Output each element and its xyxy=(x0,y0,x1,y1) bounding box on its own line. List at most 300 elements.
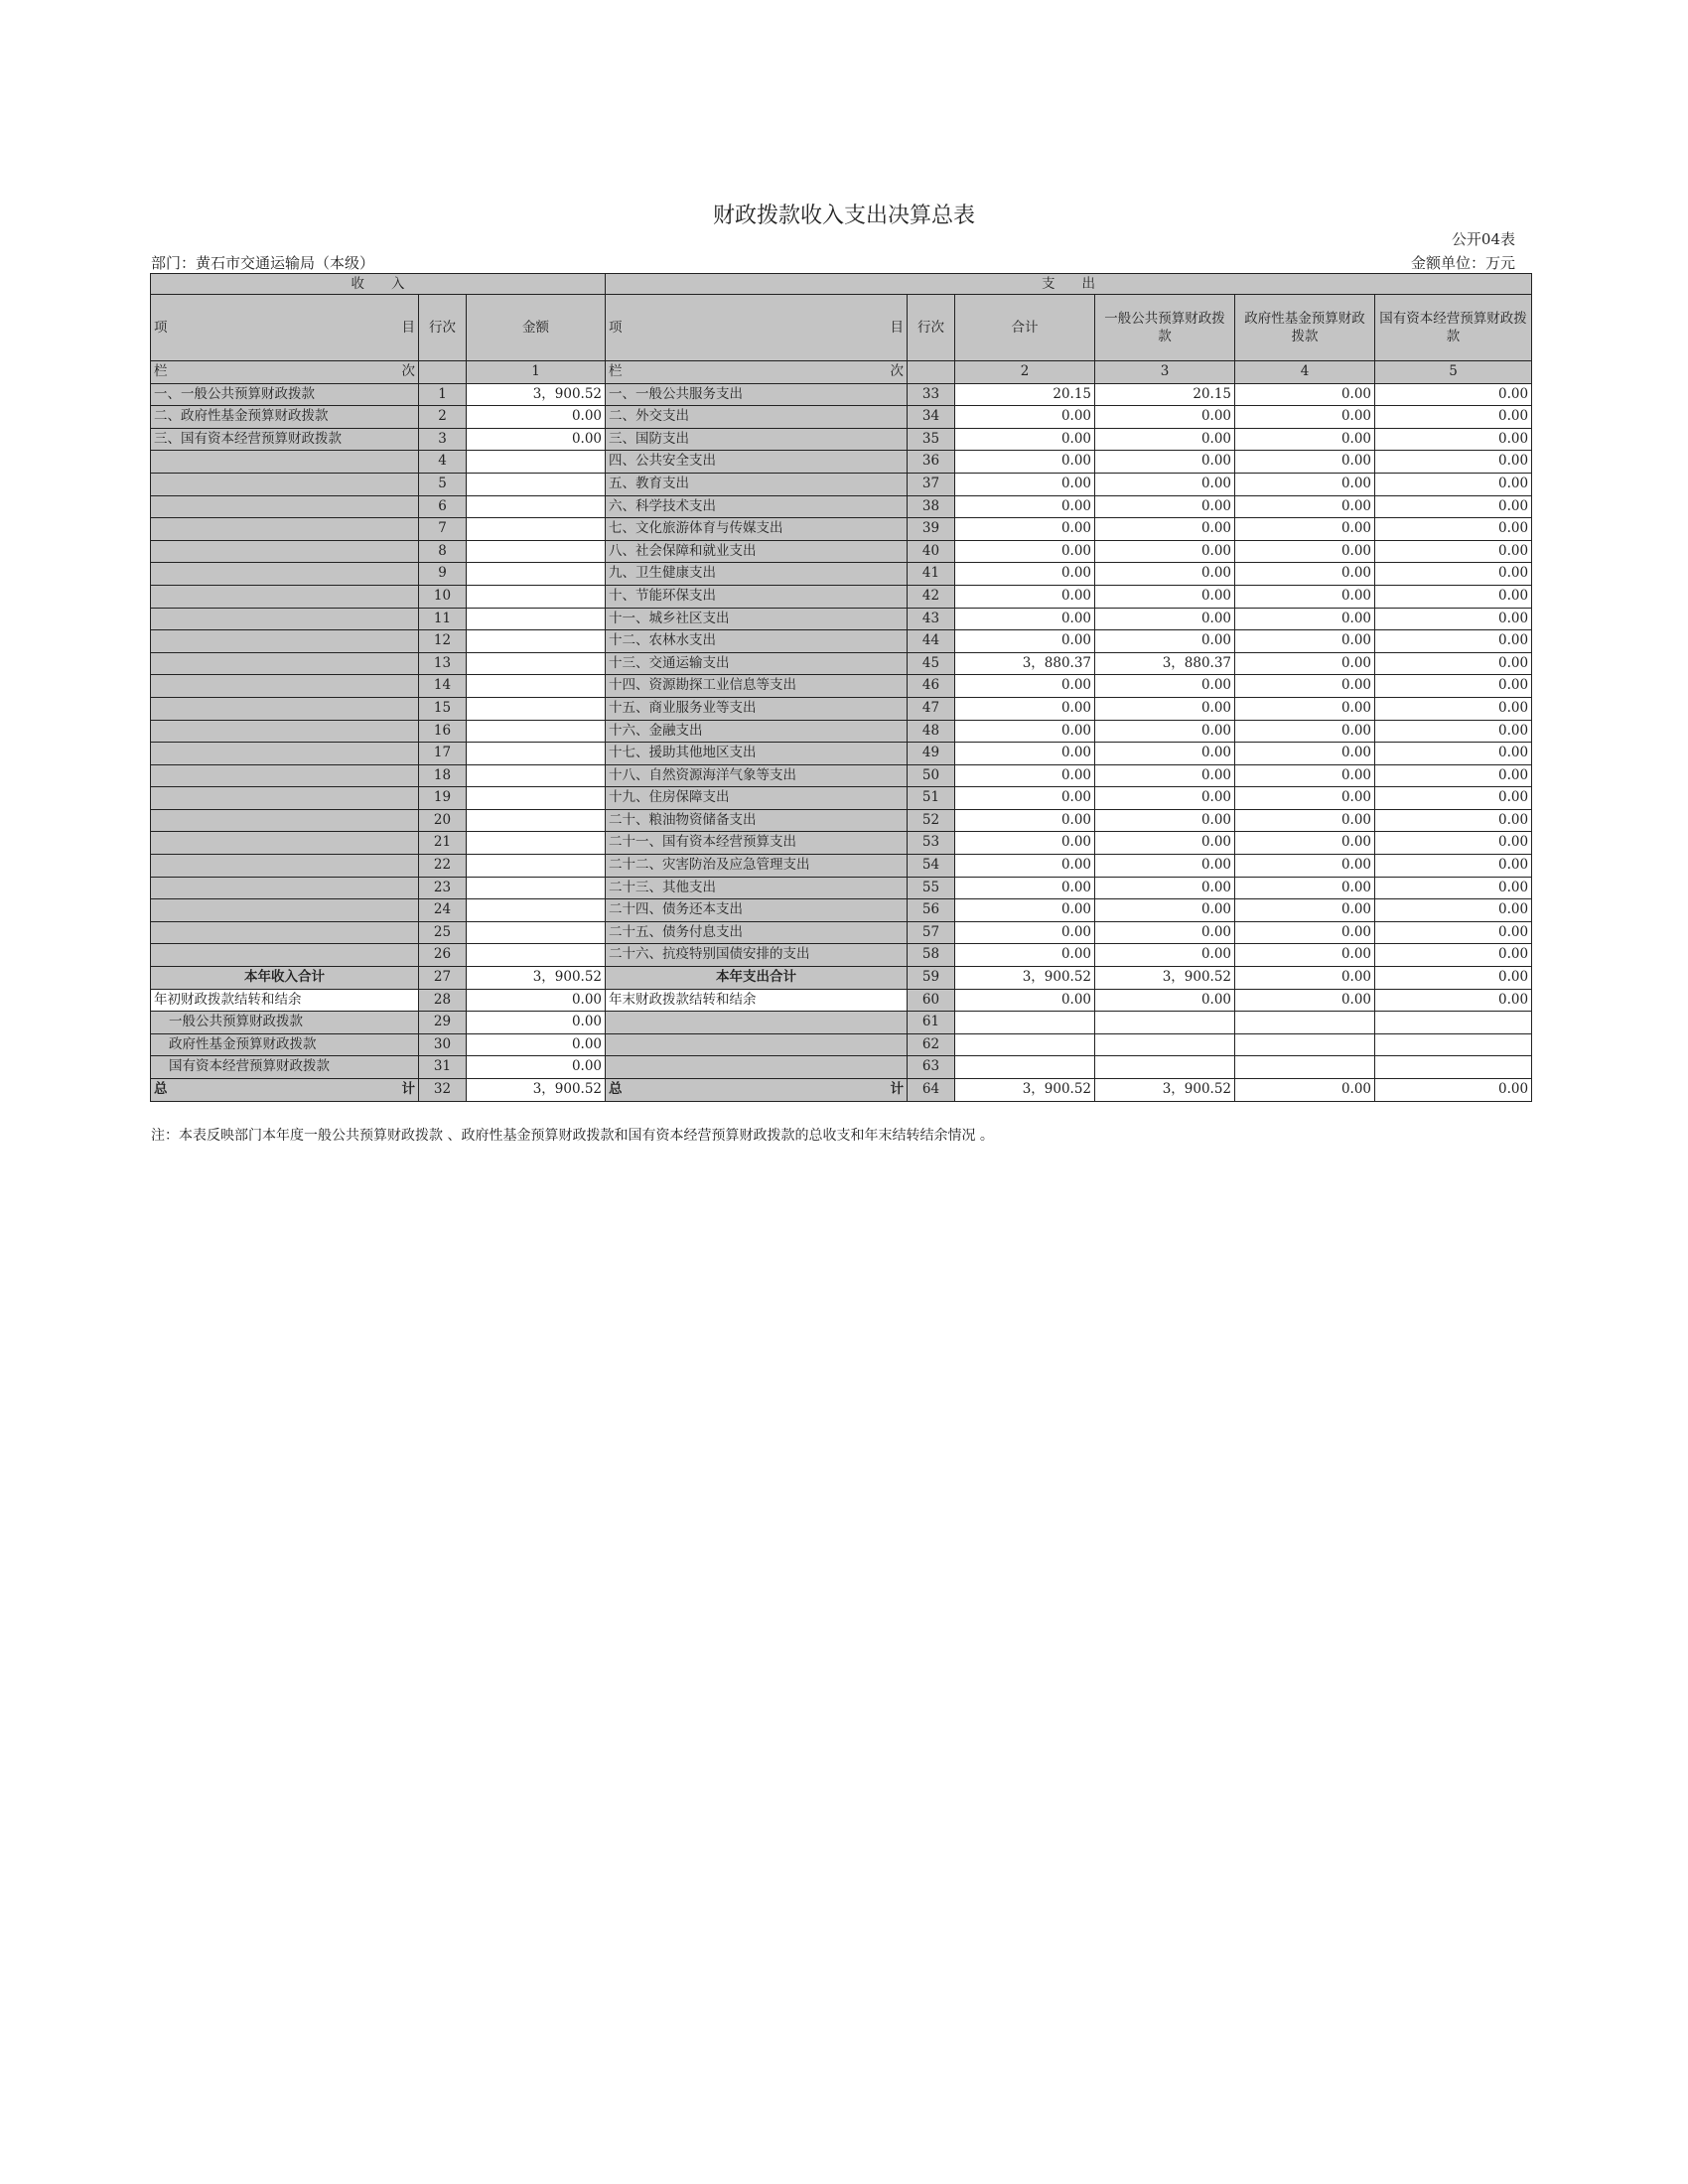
table-row xyxy=(151,473,1532,495)
expense-item-cell: 四、公共安全支出 xyxy=(606,451,908,474)
group-header-row xyxy=(151,274,1532,295)
expense-item-cell: 一、一般公共服务支出 xyxy=(606,383,908,406)
table-row xyxy=(151,518,1532,541)
income-row-number: 24 xyxy=(419,899,467,922)
gov-fund-cell: 0.00 xyxy=(1235,428,1375,451)
general-budget-cell: 0.00 xyxy=(1095,563,1235,586)
income-row-number: 27 xyxy=(419,967,467,990)
total-cell: 0.00 xyxy=(955,832,1095,855)
income-row-number: 28 xyxy=(419,989,467,1012)
income-amount-cell xyxy=(467,608,606,630)
total-cell: 0.00 xyxy=(955,787,1095,810)
income-item-cell xyxy=(151,877,419,899)
total-cell: 0.00 xyxy=(955,540,1095,563)
expense-item-cell: 十五、商业服务业等支出 xyxy=(606,697,908,720)
gov-fund-cell xyxy=(1235,1056,1375,1079)
gov-fund-cell: 0.00 xyxy=(1235,383,1375,406)
income-amount-cell: 3，900.52 xyxy=(467,383,606,406)
table-row xyxy=(151,585,1532,608)
expense-row-number: 57 xyxy=(908,921,955,944)
income-row-number: 32 xyxy=(419,1079,467,1102)
total-cell: 0.00 xyxy=(955,451,1095,474)
table-row xyxy=(151,675,1532,698)
state-capital-cell: 0.00 xyxy=(1375,743,1532,765)
general-budget-cell: 0.00 xyxy=(1095,944,1235,967)
total-cell: 0.00 xyxy=(955,518,1095,541)
gov-fund-cell: 0.00 xyxy=(1235,720,1375,743)
income-item-cell xyxy=(151,540,419,563)
gov-fund-cell: 0.00 xyxy=(1235,967,1375,990)
income-row-number: 20 xyxy=(419,809,467,832)
total-cell: 3，900.52 xyxy=(955,1079,1095,1102)
table-row xyxy=(151,563,1532,586)
expense-group-header: 支 出 xyxy=(606,274,1532,295)
expense-item-cell xyxy=(606,1056,908,1079)
state-capital-cell: 0.00 xyxy=(1375,495,1532,518)
expense-item-cell xyxy=(606,1033,908,1056)
expense-item-cell: 总 计 xyxy=(606,1079,908,1102)
general-budget-cell: 0.00 xyxy=(1095,743,1235,765)
table-row xyxy=(151,428,1532,451)
expense-row-number: 37 xyxy=(908,473,955,495)
income-amount-cell xyxy=(467,495,606,518)
expense-row-number: 44 xyxy=(908,630,955,653)
income-amount-cell xyxy=(467,563,606,586)
gov-fund-cell: 0.00 xyxy=(1235,921,1375,944)
general-budget-cell: 0.00 xyxy=(1095,697,1235,720)
total-cell: 0.00 xyxy=(955,563,1095,586)
income-amount-cell xyxy=(467,743,606,765)
income-item-cell xyxy=(151,608,419,630)
expense-row-number: 59 xyxy=(908,967,955,990)
table-row xyxy=(151,809,1532,832)
income-row-number: 26 xyxy=(419,944,467,967)
total-cell: 0.00 xyxy=(955,473,1095,495)
expense-item-cell: 五、教育支出 xyxy=(606,473,908,495)
income-amount-cell: 3，900.52 xyxy=(467,967,606,990)
income-row-number: 31 xyxy=(419,1056,467,1079)
general-budget-cell: 3，880.37 xyxy=(1095,652,1235,675)
expense-row-number: 43 xyxy=(908,608,955,630)
expense-row-number: 63 xyxy=(908,1056,955,1079)
income-row-number: 11 xyxy=(419,608,467,630)
income-item-cell xyxy=(151,518,419,541)
state-capital-cell: 0.00 xyxy=(1375,428,1532,451)
table-row xyxy=(151,764,1532,787)
gov-fund-header: 政府性基金预算财政拨款 xyxy=(1235,295,1375,361)
gov-fund-cell: 0.00 xyxy=(1235,608,1375,630)
expense-item-cell: 十二、农林水支出 xyxy=(606,630,908,653)
expense-index-blank xyxy=(908,361,955,384)
gov-fund-cell: 0.00 xyxy=(1235,652,1375,675)
gov-fund-cell: 0.00 xyxy=(1235,855,1375,878)
table-row xyxy=(151,832,1532,855)
col-index-5: 5 xyxy=(1375,361,1532,384)
income-row-number: 14 xyxy=(419,675,467,698)
income-index-label: 栏 次 xyxy=(151,361,419,384)
income-item-cell xyxy=(151,787,419,810)
gov-fund-cell: 0.00 xyxy=(1235,809,1375,832)
income-amount-cell: 0.00 xyxy=(467,1033,606,1056)
general-budget-cell: 0.00 xyxy=(1095,495,1235,518)
table-row xyxy=(151,989,1532,1012)
state-capital-cell: 0.00 xyxy=(1375,855,1532,878)
state-capital-cell: 0.00 xyxy=(1375,652,1532,675)
income-item-cell xyxy=(151,652,419,675)
income-amount-cell xyxy=(467,630,606,653)
income-amount-cell xyxy=(467,697,606,720)
table-row xyxy=(151,877,1532,899)
state-capital-cell: 0.00 xyxy=(1375,967,1532,990)
income-item-header: 项 目 xyxy=(151,295,419,361)
total-header: 合计 xyxy=(955,295,1095,361)
general-budget-cell: 0.00 xyxy=(1095,832,1235,855)
gov-fund-cell: 0.00 xyxy=(1235,832,1375,855)
income-amount-cell xyxy=(467,675,606,698)
unit-label: 金额单位：万元 xyxy=(1410,254,1515,272)
income-row-number: 29 xyxy=(419,1012,467,1034)
table-row xyxy=(151,1033,1532,1056)
income-amount-cell xyxy=(467,832,606,855)
income-row-number: 1 xyxy=(419,383,467,406)
income-row-number: 8 xyxy=(419,540,467,563)
total-cell: 3，900.52 xyxy=(955,967,1095,990)
expense-item-cell: 二十二、灾害防治及应急管理支出 xyxy=(606,855,908,878)
state-capital-cell: 0.00 xyxy=(1375,585,1532,608)
table-row xyxy=(151,787,1532,810)
gov-fund-cell: 0.00 xyxy=(1235,764,1375,787)
table-row xyxy=(151,944,1532,967)
income-row-number: 5 xyxy=(419,473,467,495)
income-row-number: 18 xyxy=(419,764,467,787)
state-capital-cell: 0.00 xyxy=(1375,630,1532,653)
table-row xyxy=(151,1079,1532,1102)
income-amount-cell xyxy=(467,652,606,675)
expense-row-number: 36 xyxy=(908,451,955,474)
income-item-cell xyxy=(151,921,419,944)
total-cell: 0.00 xyxy=(955,899,1095,922)
income-item-cell: 年初财政拨款结转和结余 xyxy=(151,989,419,1012)
total-cell: 0.00 xyxy=(955,809,1095,832)
general-budget-cell xyxy=(1095,1033,1235,1056)
table-row xyxy=(151,540,1532,563)
expense-item-cell: 三、国防支出 xyxy=(606,428,908,451)
income-amount-cell xyxy=(467,451,606,474)
expense-item-cell: 六、科学技术支出 xyxy=(606,495,908,518)
gov-fund-cell: 0.00 xyxy=(1235,697,1375,720)
income-amount-cell xyxy=(467,764,606,787)
general-budget-cell: 0.00 xyxy=(1095,921,1235,944)
income-row-number: 25 xyxy=(419,921,467,944)
general-budget-cell: 0.00 xyxy=(1095,989,1235,1012)
gov-fund-cell: 0.00 xyxy=(1235,406,1375,429)
gov-fund-cell: 0.00 xyxy=(1235,989,1375,1012)
general-budget-cell: 0.00 xyxy=(1095,540,1235,563)
income-amount-cell xyxy=(467,720,606,743)
expense-item-cell: 十六、金融支出 xyxy=(606,720,908,743)
income-row-number: 19 xyxy=(419,787,467,810)
general-budget-cell xyxy=(1095,1012,1235,1034)
total-cell xyxy=(955,1033,1095,1056)
general-budget-cell: 0.00 xyxy=(1095,787,1235,810)
income-row-number: 23 xyxy=(419,877,467,899)
income-row-number: 30 xyxy=(419,1033,467,1056)
income-item-cell: 总 计 xyxy=(151,1079,419,1102)
income-row-number: 7 xyxy=(419,518,467,541)
general-budget-cell: 0.00 xyxy=(1095,764,1235,787)
total-cell: 0.00 xyxy=(955,697,1095,720)
gov-fund-cell: 0.00 xyxy=(1235,675,1375,698)
income-amount-cell xyxy=(467,899,606,922)
income-item-cell xyxy=(151,563,419,586)
total-cell: 0.00 xyxy=(955,585,1095,608)
expense-row-number: 41 xyxy=(908,563,955,586)
income-row-number: 10 xyxy=(419,585,467,608)
income-amount-cell xyxy=(467,585,606,608)
state-capital-cell xyxy=(1375,1033,1532,1056)
state-capital-cell: 0.00 xyxy=(1375,406,1532,429)
income-item-cell xyxy=(151,899,419,922)
total-cell: 20.15 xyxy=(955,383,1095,406)
income-index-blank xyxy=(419,361,467,384)
state-capital-cell: 0.00 xyxy=(1375,832,1532,855)
table-row xyxy=(151,406,1532,429)
expense-row-number: 58 xyxy=(908,944,955,967)
income-amount-cell xyxy=(467,921,606,944)
income-item-cell xyxy=(151,585,419,608)
income-amount-cell: 0.00 xyxy=(467,1056,606,1079)
income-item-cell xyxy=(151,675,419,698)
state-capital-cell: 0.00 xyxy=(1375,787,1532,810)
col-index-1: 1 xyxy=(467,361,606,384)
expense-row-number: 64 xyxy=(908,1079,955,1102)
department-label: 部门：黄石市交通运输局（本级） xyxy=(151,254,375,272)
gov-fund-cell: 0.00 xyxy=(1235,877,1375,899)
gov-fund-cell: 0.00 xyxy=(1235,787,1375,810)
table-row xyxy=(151,383,1532,406)
expense-item-cell: 二十、粮油物资储备支出 xyxy=(606,809,908,832)
table-row xyxy=(151,608,1532,630)
income-rowno-header: 行次 xyxy=(419,295,467,361)
income-item-cell xyxy=(151,809,419,832)
gov-fund-cell: 0.00 xyxy=(1235,495,1375,518)
total-cell: 0.00 xyxy=(955,877,1095,899)
column-header-row xyxy=(151,295,1532,361)
table-row xyxy=(151,855,1532,878)
income-row-number: 2 xyxy=(419,406,467,429)
gov-fund-cell: 0.00 xyxy=(1235,944,1375,967)
state-capital-cell: 0.00 xyxy=(1375,1079,1532,1102)
income-row-number: 21 xyxy=(419,832,467,855)
total-cell xyxy=(955,1056,1095,1079)
income-amount-cell: 0.00 xyxy=(467,1012,606,1034)
state-capital-cell: 0.00 xyxy=(1375,944,1532,967)
total-cell: 0.00 xyxy=(955,764,1095,787)
general-budget-cell: 20.15 xyxy=(1095,383,1235,406)
general-budget-cell: 0.00 xyxy=(1095,809,1235,832)
general-budget-cell: 0.00 xyxy=(1095,899,1235,922)
expense-row-number: 49 xyxy=(908,743,955,765)
total-cell: 0.00 xyxy=(955,428,1095,451)
income-amount-cell xyxy=(467,518,606,541)
income-item-cell: 国有资本经营预算财政拨款 xyxy=(151,1056,419,1079)
state-capital-cell: 0.00 xyxy=(1375,608,1532,630)
state-capital-cell: 0.00 xyxy=(1375,697,1532,720)
expense-row-number: 47 xyxy=(908,697,955,720)
income-amount-cell: 0.00 xyxy=(467,428,606,451)
income-amount-cell: 0.00 xyxy=(467,989,606,1012)
gov-fund-cell xyxy=(1235,1033,1375,1056)
income-amount-cell xyxy=(467,787,606,810)
total-cell: 0.00 xyxy=(955,743,1095,765)
table-row xyxy=(151,967,1532,990)
income-item-cell: 一、一般公共预算财政拨款 xyxy=(151,383,419,406)
expense-item-cell: 十七、援助其他地区支出 xyxy=(606,743,908,765)
expense-row-number: 55 xyxy=(908,877,955,899)
table-row xyxy=(151,921,1532,944)
expense-item-cell: 十、节能环保支出 xyxy=(606,585,908,608)
table-body xyxy=(151,383,1532,1101)
expense-row-number: 45 xyxy=(908,652,955,675)
income-row-number: 4 xyxy=(419,451,467,474)
expense-row-number: 51 xyxy=(908,787,955,810)
table-row xyxy=(151,743,1532,765)
general-budget-cell: 0.00 xyxy=(1095,406,1235,429)
total-cell: 0.00 xyxy=(955,720,1095,743)
income-item-cell: 政府性基金预算财政拨款 xyxy=(151,1033,419,1056)
expense-row-number: 48 xyxy=(908,720,955,743)
expense-item-cell: 二十三、其他支出 xyxy=(606,877,908,899)
expense-item-cell: 本年支出合计 xyxy=(606,967,908,990)
expense-item-cell: 二十一、国有资本经营预算支出 xyxy=(606,832,908,855)
gov-fund-cell: 0.00 xyxy=(1235,540,1375,563)
table-row xyxy=(151,652,1532,675)
total-cell: 3，880.37 xyxy=(955,652,1095,675)
expense-row-number: 40 xyxy=(908,540,955,563)
income-item-cell xyxy=(151,630,419,653)
state-capital-cell: 0.00 xyxy=(1375,540,1532,563)
general-budget-cell: 0.00 xyxy=(1095,608,1235,630)
general-budget-cell: 0.00 xyxy=(1095,473,1235,495)
total-cell: 0.00 xyxy=(955,406,1095,429)
state-capital-cell: 0.00 xyxy=(1375,675,1532,698)
expense-item-cell: 七、文化旅游体育与传媒支出 xyxy=(606,518,908,541)
column-index-row xyxy=(151,361,1532,384)
state-capital-cell: 0.00 xyxy=(1375,518,1532,541)
income-amount-cell xyxy=(467,809,606,832)
income-row-number: 9 xyxy=(419,563,467,586)
expense-row-number: 56 xyxy=(908,899,955,922)
gov-fund-cell: 0.00 xyxy=(1235,899,1375,922)
total-cell: 0.00 xyxy=(955,921,1095,944)
income-item-cell xyxy=(151,495,419,518)
gov-fund-cell: 0.00 xyxy=(1235,563,1375,586)
total-cell: 0.00 xyxy=(955,675,1095,698)
state-capital-cell: 0.00 xyxy=(1375,989,1532,1012)
expense-item-cell: 十四、资源勘探工业信息等支出 xyxy=(606,675,908,698)
gov-fund-cell: 0.00 xyxy=(1235,473,1375,495)
expense-item-cell: 二、外交支出 xyxy=(606,406,908,429)
total-cell: 0.00 xyxy=(955,608,1095,630)
expense-item-cell: 十九、住房保障支出 xyxy=(606,787,908,810)
table-row xyxy=(151,495,1532,518)
general-budget-cell: 3，900.52 xyxy=(1095,967,1235,990)
state-capital-cell: 0.00 xyxy=(1375,473,1532,495)
income-item-cell xyxy=(151,743,419,765)
state-capital-cell: 0.00 xyxy=(1375,720,1532,743)
income-item-cell: 一般公共预算财政拨款 xyxy=(151,1012,419,1034)
table-row xyxy=(151,720,1532,743)
expense-row-number: 61 xyxy=(908,1012,955,1034)
col-index-3: 3 xyxy=(1095,361,1235,384)
fiscal-table xyxy=(150,273,1532,1102)
income-row-number: 17 xyxy=(419,743,467,765)
expense-row-number: 33 xyxy=(908,383,955,406)
total-cell: 0.00 xyxy=(955,855,1095,878)
table-row xyxy=(151,1012,1532,1034)
expense-item-cell: 八、社会保障和就业支出 xyxy=(606,540,908,563)
total-cell: 0.00 xyxy=(955,944,1095,967)
income-row-number: 22 xyxy=(419,855,467,878)
income-item-cell xyxy=(151,720,419,743)
income-group-header: 收 入 xyxy=(151,274,606,295)
income-item-cell: 三、国有资本经营预算财政拨款 xyxy=(151,428,419,451)
expense-row-number: 39 xyxy=(908,518,955,541)
income-item-cell: 二、政府性基金预算财政拨款 xyxy=(151,406,419,429)
general-budget-cell: 0.00 xyxy=(1095,518,1235,541)
expense-item-cell: 年末财政拨款结转和结余 xyxy=(606,989,908,1012)
gov-fund-cell: 0.00 xyxy=(1235,585,1375,608)
income-item-cell: 本年收入合计 xyxy=(151,967,419,990)
expense-row-number: 42 xyxy=(908,585,955,608)
income-row-number: 6 xyxy=(419,495,467,518)
expense-rowno-header: 行次 xyxy=(908,295,955,361)
expense-row-number: 46 xyxy=(908,675,955,698)
income-item-cell xyxy=(151,451,419,474)
general-budget-cell: 0.00 xyxy=(1095,675,1235,698)
expense-item-cell xyxy=(606,1012,908,1034)
expense-row-number: 62 xyxy=(908,1033,955,1056)
general-budget-cell: 0.00 xyxy=(1095,720,1235,743)
income-amount-cell xyxy=(467,473,606,495)
income-amount-cell: 3，900.52 xyxy=(467,1079,606,1102)
total-cell: 0.00 xyxy=(955,495,1095,518)
total-cell: 0.00 xyxy=(955,989,1095,1012)
expense-row-number: 38 xyxy=(908,495,955,518)
income-item-cell xyxy=(151,697,419,720)
income-amount-cell xyxy=(467,944,606,967)
expense-item-cell: 二十六、抗疫特别国债安排的支出 xyxy=(606,944,908,967)
income-item-cell xyxy=(151,944,419,967)
income-amount-cell xyxy=(467,540,606,563)
general-budget-cell: 0.00 xyxy=(1095,630,1235,653)
state-capital-cell xyxy=(1375,1056,1532,1079)
expense-row-number: 35 xyxy=(908,428,955,451)
state-capital-cell: 0.00 xyxy=(1375,921,1532,944)
income-item-cell xyxy=(151,855,419,878)
table-row xyxy=(151,899,1532,922)
gov-fund-cell xyxy=(1235,1012,1375,1034)
expense-row-number: 60 xyxy=(908,989,955,1012)
state-capital-cell: 0.00 xyxy=(1375,899,1532,922)
income-amount-cell: 0.00 xyxy=(467,406,606,429)
general-budget-cell: 0.00 xyxy=(1095,428,1235,451)
expense-item-cell: 二十五、债务付息支出 xyxy=(606,921,908,944)
state-capital-cell xyxy=(1375,1012,1532,1034)
expense-row-number: 50 xyxy=(908,764,955,787)
state-capital-cell: 0.00 xyxy=(1375,877,1532,899)
income-item-cell xyxy=(151,832,419,855)
